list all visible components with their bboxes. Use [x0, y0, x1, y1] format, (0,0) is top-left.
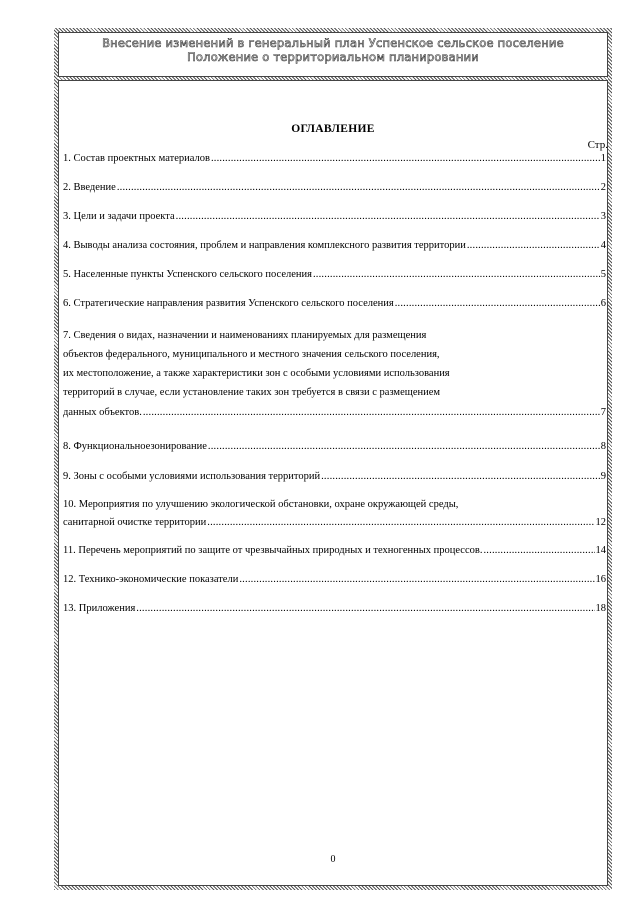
- toc-entry-line: [63, 296, 606, 312]
- dot-leader: [207, 515, 594, 531]
- dot-leader: [143, 405, 600, 421]
- document-header: [58, 36, 608, 64]
- toc-entry[interactable]: [63, 439, 606, 455]
- toc-entry[interactable]: [63, 180, 606, 196]
- toc-entry-title: 6. Стратегические направления развития Успенского сельского поселения: [63, 298, 394, 309]
- toc-entry-page-number: 1: [600, 153, 606, 164]
- toc-entry[interactable]: [63, 151, 606, 167]
- toc-entry-line: [63, 267, 606, 283]
- toc-entry-title: 7. Сведения о видах, назначении и наименованиях планируемых для размещения: [63, 330, 427, 341]
- dot-leader: [211, 151, 600, 167]
- toc-entry-title: 5. Населенные пункты Успенского сельского поселения: [63, 269, 312, 280]
- dot-leader: [176, 209, 600, 225]
- toc-entry-line: [63, 469, 606, 485]
- page-column-label: Стр.: [587, 139, 608, 151]
- toc-entry-line: [63, 328, 606, 344]
- toc-entry-title: 9. Зоны с особыми условиями использования территорий: [63, 471, 321, 482]
- toc-entry[interactable]: [63, 601, 606, 617]
- dot-leader: [321, 469, 600, 485]
- dot-leader: [208, 439, 600, 455]
- toc-entry-page-number: 7: [600, 407, 606, 418]
- toc-entry[interactable]: [63, 469, 606, 485]
- header-line-2: Положение о территориальном планировании: [187, 50, 479, 64]
- toc-title: ОГЛАВЛЕНИЕ: [291, 123, 375, 135]
- toc-entry-title: объектов федерального, муниципального и местного значения сельского поселения,: [63, 349, 440, 360]
- toc-entry-line: [63, 238, 606, 254]
- dot-leader: [467, 238, 600, 254]
- toc-entry-line: [63, 180, 606, 196]
- toc-entry-page-number: 2: [600, 182, 606, 193]
- dot-leader: [136, 601, 594, 617]
- toc-entry-line: [63, 601, 606, 617]
- toc-entry-title: санитарной очистке территории: [63, 517, 207, 528]
- toc-entry-title: 8. Функциональноезонирование: [63, 441, 207, 452]
- dot-leader: [239, 572, 594, 588]
- toc-entry-page-number: 4: [600, 240, 606, 251]
- toc-entry-line: [63, 497, 606, 513]
- toc-entry-title: 2. Введение: [63, 182, 116, 193]
- toc-entry-title: 13. Приложения: [63, 603, 136, 614]
- page-number: 0: [330, 854, 336, 865]
- toc-entry-line: [63, 347, 606, 363]
- toc-entry-title: 10. Мероприятия по улучшению экологической обстановки, охране окружающей среды,: [63, 499, 459, 510]
- toc-entry[interactable]: [63, 296, 606, 312]
- toc-entry-line: [63, 543, 606, 559]
- dot-leader: [395, 296, 600, 312]
- toc-entry-title: 11. Перечень мероприятий по защите от чрезвычайных природных и техногенных процессов.: [63, 545, 483, 556]
- toc-entry-page-number: 14: [595, 545, 606, 556]
- dot-leader: [483, 543, 594, 559]
- toc-entry-line: [63, 515, 606, 531]
- toc-entry-title: данных объектов.: [63, 407, 142, 418]
- toc-entry-title: 3. Цели и задачи проекта: [63, 211, 175, 222]
- toc-entry[interactable]: [63, 572, 606, 588]
- toc-entry[interactable]: [63, 209, 606, 225]
- dot-leader: [313, 267, 600, 283]
- toc-entry-page-number: 3: [600, 211, 606, 222]
- header-line-1: Внесение изменений в генеральный план Успенское сельское поселение: [102, 36, 564, 50]
- toc-entry-line: [63, 405, 606, 421]
- toc-entry-title: 4. Выводы анализа состояния, проблем и направления комплексного развития территории: [63, 240, 466, 251]
- toc-entry-line: [63, 151, 606, 167]
- toc-entry-title: их местоположение, а также характеристики зон с особыми условиями использования: [63, 368, 450, 379]
- toc-entry-line: [63, 439, 606, 455]
- toc-entry-line: [63, 209, 606, 225]
- toc-entry-title: 1. Состав проектных материалов: [63, 153, 210, 164]
- toc-entry-page-number: 18: [595, 603, 606, 614]
- toc-entry-line: [63, 385, 606, 401]
- toc-entry-page-number: 5: [600, 269, 606, 280]
- toc-entry-page-number: 8: [600, 441, 606, 452]
- header-divider: [58, 76, 608, 81]
- dot-leader: [117, 180, 600, 196]
- toc-entry-page-number: 12: [595, 517, 606, 528]
- toc-entry-page-number: 6: [600, 298, 606, 309]
- toc-entry[interactable]: [63, 238, 606, 254]
- toc-entry-title: 12. Технико-экономические показатели: [63, 574, 239, 585]
- toc-entry-line: [63, 572, 606, 588]
- toc-entry-page-number: 9: [600, 471, 606, 482]
- toc-entry-page-number: 16: [595, 574, 606, 585]
- toc-entry-line: [63, 366, 606, 382]
- toc-entry[interactable]: [63, 267, 606, 283]
- page-frame: [54, 28, 612, 890]
- toc-entry[interactable]: [63, 543, 606, 559]
- toc-entry-title: территорий в случае, если установление таких зон требуется в связи с размещением: [63, 387, 441, 398]
